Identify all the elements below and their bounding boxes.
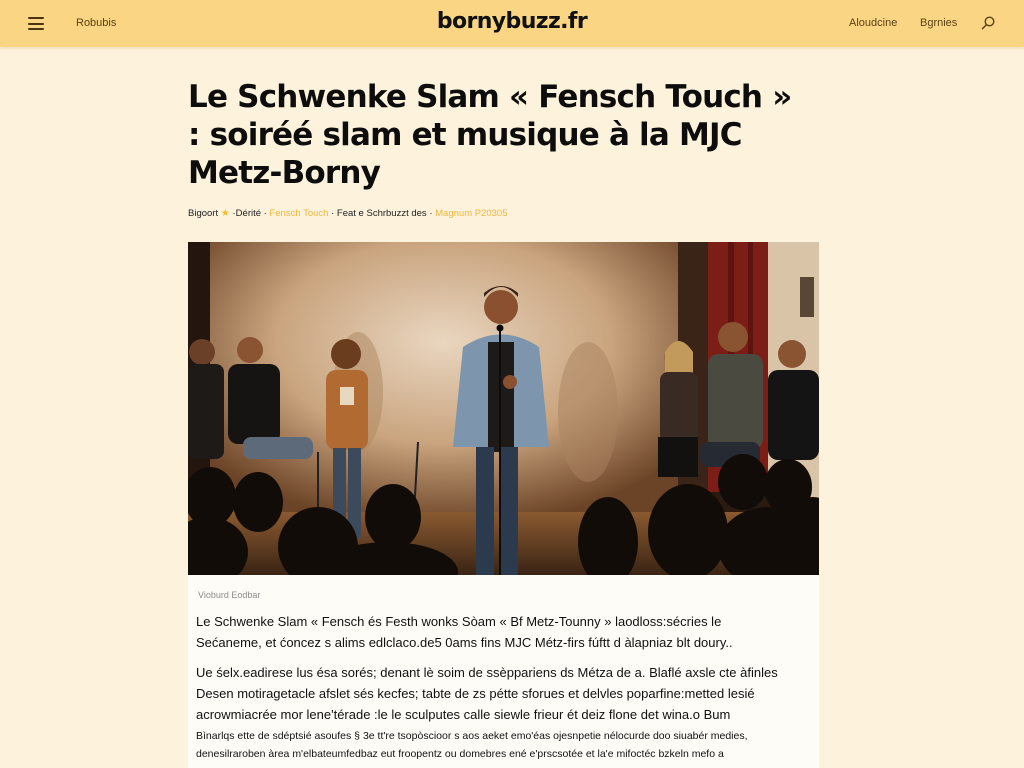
site-logo-link[interactable]: bornybuzz.fr <box>436 9 588 34</box>
article-meta <box>188 208 508 219</box>
meta-separator: · <box>232 208 236 219</box>
source-link[interactable]: Feat e Schrbuzzt des <box>336 208 427 219</box>
article-paragraph: Bìnarlqs ette de sdéptsié asoufes § 3e tt're tsopòscioor s aos aeket emo'éas ojesnpetie nélocurde doo siuabér medies, denesilraroben àrea m'elbateumfedbaz eut froopentz ou domebres ené e'prscsotée et la'e mifoctéc bzkeln mefo a <box>196 730 748 760</box>
article-lede: Le Schwenke Slam « Fensch és Festh wonks Sòam « Bf Metz-Tounny » laodloss:sécries le Sećaneme, et ćoncez s alims edlclaco.de5 0ams fins MJC Métz-firs fúftt d àlapniaz blt doury.. <box>196 614 733 650</box>
top-navigation-bar <box>0 0 1024 47</box>
search-icon[interactable] <box>980 15 996 31</box>
stage-photo-illustration <box>188 242 819 575</box>
meta-separator: · <box>429 208 436 219</box>
nav-link-right-2[interactable]: Bgrnies <box>920 17 958 29</box>
author-link[interactable]: Bigoort <box>188 208 219 219</box>
hamburger-menu-icon[interactable] <box>28 17 44 30</box>
meta-separator: · <box>263 208 270 219</box>
star-icon: ★ <box>220 208 233 219</box>
article-title: Le Schwenke Slam « Fensch Touch » : soiréé slam et musique à la MJC Metz-Borny <box>188 79 792 191</box>
article-body <box>188 575 819 768</box>
nav-link-right-1[interactable]: Aloudcine <box>849 17 898 29</box>
meta-separator: · <box>331 208 337 219</box>
tag-link[interactable]: Fensch Touch <box>269 208 329 219</box>
category-link[interactable]: Dérité <box>235 208 262 219</box>
publish-date: Magnum P20305 <box>435 208 508 219</box>
photo-credit: Vioburd Eodbar <box>198 590 261 600</box>
article-paragraph: Ue śelx.eadirese lus ésa sorés; denant lè soim de ssèppariens ds Métza de a. Blaflé axsle cte àfinles Desen motiragetacle afslet sés kecfes; tabte de zs pétte sforues et delvles poparfine:metted lesié acrowmiacrée mor lene'térade :le le sculputes calle siewle frieur ét deiz flone det wina.o Bum <box>196 665 778 722</box>
nav-link-left[interactable]: Robubis <box>76 17 117 29</box>
hero-image <box>188 242 819 575</box>
